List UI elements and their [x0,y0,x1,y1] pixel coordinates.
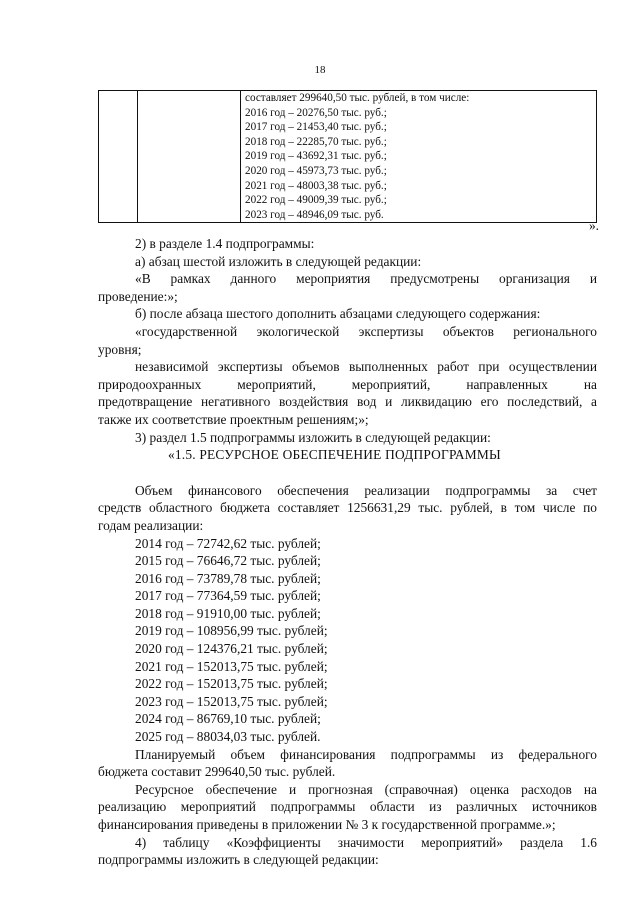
section-2-item-a-text-line: проведение:»; [98,288,178,304]
section-3-intro: 3) раздел 1.5 подпрограммы изложить в следующей редакции: [135,429,491,445]
resource-line: реализацию мероприятий подпрограммы области из различных источников [98,799,597,815]
year-funding-line: 2016 год – 73789,78 тыс. рублей; [135,570,321,586]
section-2-intro: 2) в разделе 1.4 подпрограммы: [135,236,315,251]
table-cell-empty-2 [138,91,241,223]
continuation-table [98,90,597,223]
table-cell-funding [241,91,597,223]
federal-funding-line: бюджета составит 299640,50 тыс. рублей. [98,764,336,780]
funding-line: годам реализации: [98,517,204,533]
year-funding-line: 2019 год – 108956,99 тыс. рублей; [135,623,328,639]
resource-line: Ресурсное обеспечение и прогнозная (справочная) оценка расходов на [135,781,597,797]
table-line: 2020 год – 45973,73 тыс. руб.; [245,164,387,177]
body-text [98,235,597,869]
section-4-line: подпрограммы изложить в следующей редакции: [98,852,379,868]
section-2-item-b-line: «государственной экологической экспертизы объектов регионального [135,323,597,339]
section-2-item-b-line: предотвращение негативного воздействия вод и ликвидацию его последствий, а [98,394,597,410]
table-cell-empty-1 [99,91,138,223]
year-funding-line: 2025 год – 88034,03 тыс. рублей. [135,729,321,745]
table-row [99,91,597,223]
table-line: 2018 год – 22285,70 тыс. руб.; [245,135,387,148]
funding-line: Объем финансового обеспечения реализации подпрограммы за счет [135,482,597,498]
table-line: 2019 год – 43692,31 тыс. руб.; [245,150,387,163]
year-funding-line: 2021 год – 152013,75 тыс. рублей; [135,658,328,674]
section-4-line: 4) таблицу «Коэффициенты значимости мероприятий» раздела 1.6 [135,834,597,850]
table-line: 2023 год – 48946,09 тыс. руб. [245,208,384,221]
year-funding-line: 2015 год – 76646,72 тыс. рублей; [135,553,321,569]
year-funding-line: 2022 год – 152013,75 тыс. рублей; [135,676,328,692]
section-2-item-b: б) после абзаца шестого дополнить абзацами следующего содержания: [135,306,541,322]
year-funding-line: 2018 год – 91910,00 тыс. рублей; [135,605,321,621]
section-heading: «1.5. РЕСУРСНОЕ ОБЕСПЕЧЕНИЕ ПОДПРОГРАММЫ [168,447,501,463]
year-funding-line: 2014 год – 72742,62 тыс. рублей; [135,535,321,551]
table-line: составляет 299640,50 тыс. рублей, в том числе: [245,92,470,104]
table-line: 2022 год – 49009,39 тыс. руб.; [245,194,387,207]
section-2-item-b-line: также их соответствие проектным решениям;»; [98,411,369,427]
year-funding-line: 2023 год – 152013,75 тыс. рублей; [135,693,328,709]
year-funding-line: 2017 год – 77364,59 тыс. рублей; [135,588,321,604]
section-2-item-a-text-line: «В рамках данного мероприятия предусмотрены организация и [135,271,597,287]
federal-funding-line: Планируемый объем финансирования подпрограммы из федерального [135,746,597,762]
section-2-item-a: а) абзац шестой изложить в следующей редакции: [135,253,422,269]
table-line: 2016 год – 20276,50 тыс. руб.; [245,106,387,119]
spacer [98,464,597,482]
section-2-item-b-line: природоохранных мероприятий, мероприятий, направленных на [98,376,597,392]
page-number: 18 [314,64,326,76]
table-line: 2017 год – 21453,40 тыс. руб.; [245,121,387,134]
section-2-item-b-line: уровня; [98,341,142,357]
section-2-item-b-line: независимой экспертизы объемов выполненных работ при осуществлении [135,359,597,375]
quote-close-mark: ». [588,218,599,233]
year-funding-line: 2020 год – 124376,21 тыс. рублей; [135,641,328,657]
year-funding-line: 2024 год – 86769,10 тыс. рублей; [135,711,321,727]
table-line: 2021 год – 48003,38 тыс. руб.; [245,179,387,192]
funding-line: средств областного бюджета составляет 1256631,29 тыс. рублей, в том числе по [98,500,597,516]
resource-line: финансирования приведены в приложении № 3 к государственной программе.»; [98,817,556,832]
